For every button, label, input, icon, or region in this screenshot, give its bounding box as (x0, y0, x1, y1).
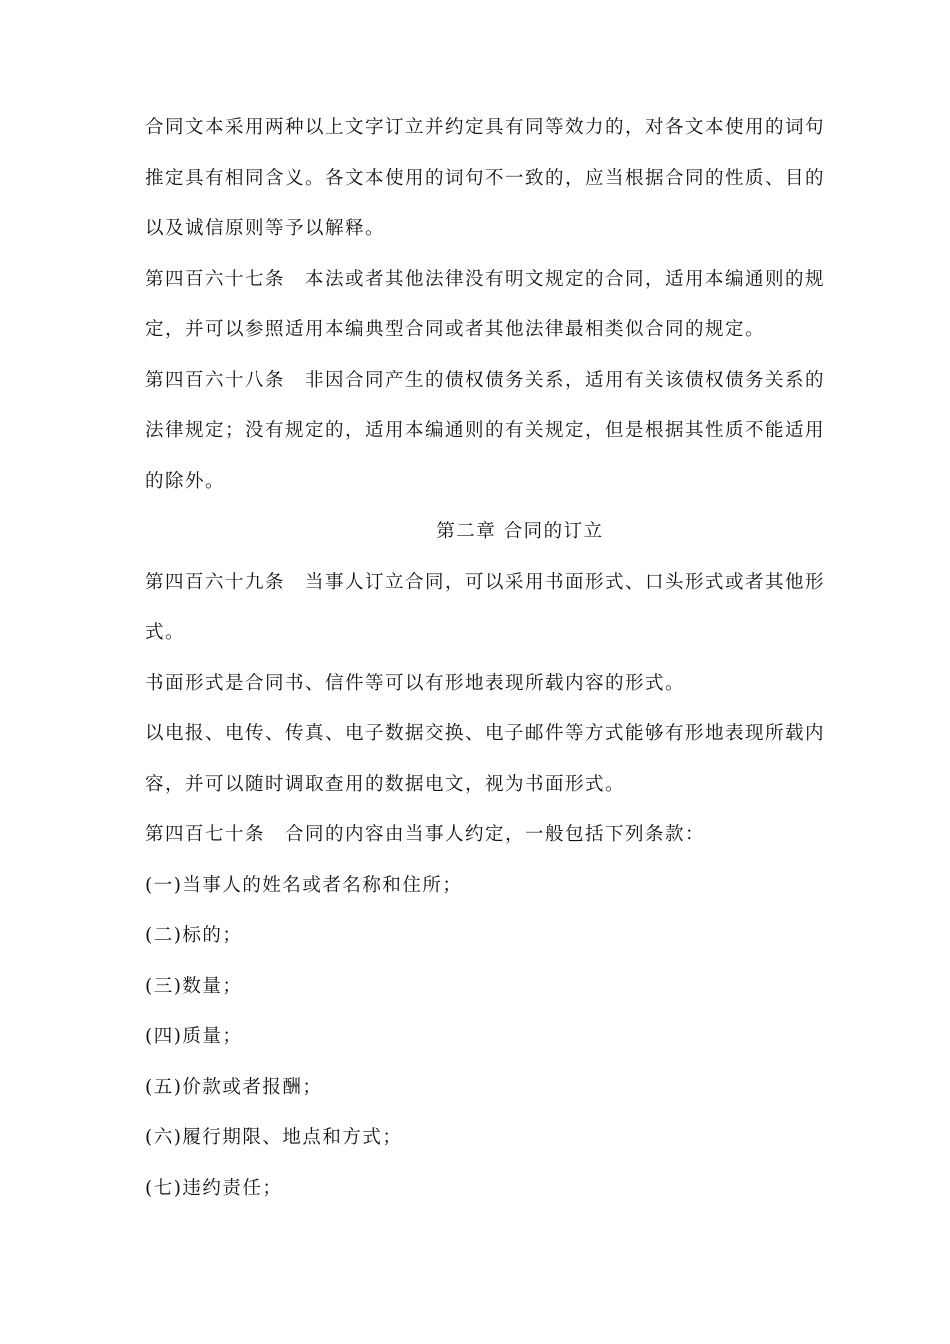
list-item: (三)数量； (145, 975, 243, 997)
article-470: 第四百七十条 合同的内容由当事人约定，一般包括下列条款： (145, 824, 706, 845)
article-467: 第四百六十七条 本法或者其他法律没有明文规定的合同，适用本编通则的规定，并可以参照适用本编典型合同或者其他法律最相类似合同的规定。 (145, 268, 826, 340)
paragraph-electronic-form: 以电报、电传、传真、电子数据交换、电子邮件等方式能够有形地表现所载内容，并可以随时调取查用的数据电文，视为书面形式。 (145, 723, 826, 795)
list-item: (五)价款或者报酬； (145, 1076, 323, 1098)
list-item: (四)质量； (145, 1026, 243, 1047)
paragraph-text-interpretation: 合同文本采用两种以上文字订立并约定具有同等效力的，对各文本使用的词句推定具有相同含义。各文本使用的词句不一致的，应当根据合同的性质、目的以及诚信原则等予以解释。 (145, 117, 826, 239)
article-468: 第四百六十八条 非因合同产生的债权债务关系，适用有关该债权债务关系的法律规定；没有规定的，适用本编通则的有关规定，但是根据其性质不能适用的除外。 (145, 369, 826, 492)
chapter-heading: 第二章 合同的订立 (436, 521, 604, 542)
list-item: (六)履行期限、地点和方式； (145, 1127, 403, 1148)
list-item: (一)当事人的姓名或者名称和住所； (145, 874, 463, 896)
list-item: (七)违约责任； (145, 1177, 283, 1199)
article-469: 第四百六十九条 当事人订立合同，可以采用书面形式、口头形式或者其他形式。 (145, 571, 826, 643)
list-item: (二)标的； (145, 925, 243, 946)
paragraph-written-form: 书面形式是合同书、信件等可以有形地表现所载内容的形式。 (145, 672, 686, 694)
document-body (145, 103, 825, 1214)
